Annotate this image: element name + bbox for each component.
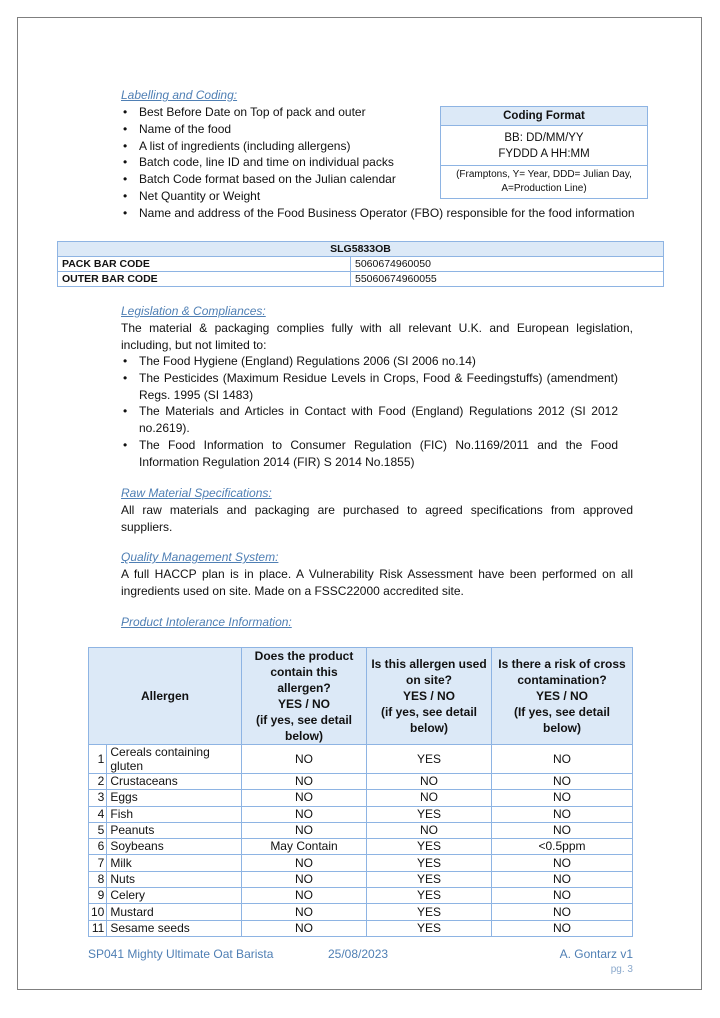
- allergen-name: Fish: [107, 806, 242, 822]
- pack-barcode-value: 5060674960050: [351, 257, 664, 272]
- allergen-contain: NO: [242, 888, 367, 904]
- header-line: below): [410, 721, 448, 735]
- legislation-list: [121, 353, 618, 471]
- allergen-name: Crustaceans: [107, 774, 242, 790]
- header-line: YES / NO: [535, 689, 588, 703]
- page-number: pg. 3: [610, 964, 633, 975]
- allergen-name: Celery: [107, 888, 242, 904]
- allergen-contain: NO: [242, 904, 367, 920]
- allergen-name: Soybeans: [107, 839, 242, 855]
- allergen-used: YES: [367, 920, 492, 936]
- allergen-contain: NO: [242, 790, 367, 806]
- allergen-risk: NO: [492, 745, 633, 774]
- risk-col-header: [492, 648, 633, 745]
- allergen-contain: NO: [242, 920, 367, 936]
- allergen-contain: NO: [242, 871, 367, 887]
- table-row: [89, 806, 633, 822]
- coding-format-line1: BB: DD/MM/YY: [504, 132, 584, 144]
- list-item: • The Pesticides (Maximum Residue Levels in Crops, Food & Feedingstuffs) (amendment) Regs. 1995 (SI 1483): [121, 370, 618, 404]
- coding-format-line2: FYDDD A HH:MM: [498, 148, 590, 160]
- allergen-name: Milk: [107, 855, 242, 871]
- used-col-header: [367, 648, 492, 745]
- allergen-used: NO: [367, 790, 492, 806]
- table-row: [89, 855, 633, 871]
- header-line: below): [285, 729, 323, 743]
- labelling-heading: Labelling and Coding:: [121, 88, 238, 102]
- intolerance-heading: Product Intolerance Information:: [121, 615, 292, 629]
- header-line: contamination?: [517, 673, 607, 687]
- header-line: on site?: [405, 673, 452, 687]
- header-line: (if yes, see detail: [255, 713, 353, 727]
- list-item: • The Food Hygiene (England) Regulations 2006 (SI 2006 no.14): [121, 353, 618, 370]
- allergen-used: YES: [367, 904, 492, 920]
- allergen-number: 2: [89, 774, 107, 790]
- allergen-used: YES: [367, 871, 492, 887]
- allergen-name: Eggs: [107, 790, 242, 806]
- allergen-risk: NO: [492, 790, 633, 806]
- table-row: [89, 745, 633, 774]
- allergen-risk: NO: [492, 806, 633, 822]
- header-line: YES / NO: [402, 689, 455, 703]
- coding-format-title: Coding Format: [441, 107, 647, 126]
- list-item: • Name of the food: [121, 121, 661, 138]
- allergen-number: 5: [89, 822, 107, 838]
- allergen-number: 11: [89, 920, 107, 936]
- allergen-used: YES: [367, 839, 492, 855]
- allergen-number: 9: [89, 888, 107, 904]
- allergen-risk: NO: [492, 855, 633, 871]
- barcode-product-code: SLG5833OB: [58, 242, 664, 257]
- allergen-number: 3: [89, 790, 107, 806]
- header-line: Does the product: [254, 649, 354, 663]
- allergen-used: YES: [367, 855, 492, 871]
- coding-format-box: [440, 106, 648, 199]
- list-item: • The Materials and Articles in Contact with Food (England) Regulations 2012 (SI 2012 no.2619).: [121, 403, 618, 437]
- allergen-col-header: Allergen: [89, 648, 242, 745]
- allergen-name: Peanuts: [107, 822, 242, 838]
- table-row: [58, 272, 664, 287]
- allergen-risk: NO: [492, 920, 633, 936]
- allergen-risk: NO: [492, 774, 633, 790]
- allergen-used: YES: [367, 888, 492, 904]
- allergen-risk: NO: [492, 904, 633, 920]
- allergen-number: 7: [89, 855, 107, 871]
- allergen-contain: NO: [242, 822, 367, 838]
- barcode-table: [57, 241, 664, 287]
- header-line: YES / NO: [277, 697, 330, 711]
- list-item: • Name and address of the Food Business Operator (FBO) responsible for the food information: [121, 205, 661, 222]
- raw-material-heading: Raw Material Specifications:: [121, 486, 272, 500]
- table-row: [89, 888, 633, 904]
- table-row: [89, 871, 633, 887]
- allergen-name: Mustard: [107, 904, 242, 920]
- outer-barcode-value: 55060674960055: [351, 272, 664, 287]
- coding-format-note1: (Framptons, Y= Year, DDD= Julian Day,: [456, 169, 632, 180]
- allergen-number: 4: [89, 806, 107, 822]
- table-row: [89, 904, 633, 920]
- list-item: • Net Quantity or Weight: [121, 188, 661, 205]
- header-line: Is there a risk of cross: [498, 657, 626, 671]
- allergen-name: Cereals containing gluten: [107, 745, 242, 774]
- table-row: [89, 790, 633, 806]
- allergen-risk: NO: [492, 822, 633, 838]
- allergen-table: [88, 647, 633, 937]
- allergen-name: Sesame seeds: [107, 920, 242, 936]
- allergen-risk: <0.5ppm: [492, 839, 633, 855]
- allergen-contain: May Contain: [242, 839, 367, 855]
- allergen-risk: NO: [492, 871, 633, 887]
- table-row: [89, 822, 633, 838]
- allergen-contain: NO: [242, 806, 367, 822]
- qms-heading: Quality Management System:: [121, 550, 279, 564]
- header-line: contain this allergen?: [270, 665, 338, 695]
- allergen-name: Nuts: [107, 871, 242, 887]
- footer-author: A. Gontarz v1: [559, 947, 633, 961]
- allergen-risk: NO: [492, 888, 633, 904]
- table-row: [89, 839, 633, 855]
- list-item: • Best Before Date on Top of pack and outer: [121, 104, 661, 121]
- allergen-number: 1: [89, 745, 107, 774]
- list-item: • Batch Code format based on the Julian calendar: [121, 171, 661, 188]
- list-item: • A list of ingredients (including allergens): [121, 138, 661, 155]
- outer-barcode-label: OUTER BAR CODE: [58, 272, 351, 287]
- list-item: • Batch code, line ID and time on individual packs: [121, 154, 661, 171]
- table-row: [89, 774, 633, 790]
- legislation-heading: Legislation & Compliances:: [121, 304, 266, 318]
- contain-col-header: [242, 648, 367, 745]
- list-item: • The Food Information to Consumer Regulation (FIC) No.1169/2011 and the Food Information Regulation 2014 (FIR) S 2014 No.1855): [121, 437, 618, 471]
- header-line: (If yes, see detail: [513, 705, 611, 719]
- header-line: Is this allergen used: [371, 657, 487, 671]
- allergen-used: YES: [367, 806, 492, 822]
- qms-text: A full HACCP plan is in place. A Vulnerability Risk Assessment have been performed on all ingredients used on site. Made on a FSSC22000 accredited site.: [121, 567, 633, 598]
- raw-material-text: All raw materials and packaging are purchased to agreed specifications from approved suppliers.: [121, 503, 633, 534]
- allergen-number: 10: [89, 904, 107, 920]
- pack-barcode-label: PACK BAR CODE: [58, 257, 351, 272]
- allergen-contain: NO: [242, 774, 367, 790]
- allergen-number: 8: [89, 871, 107, 887]
- coding-format-note2: A=Production Line): [501, 183, 587, 194]
- allergen-number: 6: [89, 839, 107, 855]
- table-row: [58, 257, 664, 272]
- header-line: (if yes, see detail: [380, 705, 478, 719]
- allergen-contain: NO: [242, 745, 367, 774]
- table-row: [89, 920, 633, 936]
- allergen-used: NO: [367, 774, 492, 790]
- header-line: below): [543, 721, 581, 735]
- footer-product: SP041 Mighty Ultimate Oat Barista: [88, 947, 274, 961]
- legislation-intro: The material & packaging complies fully with all relevant U.K. and European legislation, including, but not limited to:: [121, 321, 633, 352]
- footer-date: 25/08/2023: [328, 947, 389, 961]
- allergen-used: NO: [367, 822, 492, 838]
- allergen-used: YES: [367, 745, 492, 774]
- allergen-contain: NO: [242, 855, 367, 871]
